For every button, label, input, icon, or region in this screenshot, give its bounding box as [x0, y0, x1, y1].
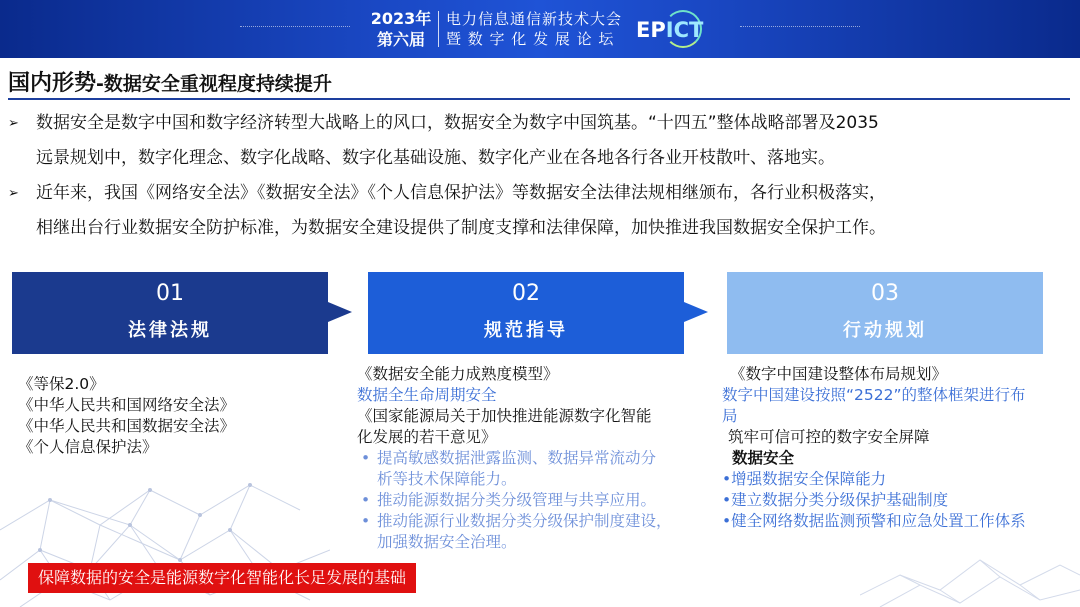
step-number: 03: [871, 281, 899, 306]
header-banner: [0, 0, 1080, 58]
step-name: 法律法规: [128, 320, 212, 341]
list-item: • 推动能源行业数据分类分级保护制度建设， 加强数据安全治理。: [361, 512, 672, 551]
list-item: 数据全生命周期安全: [357, 386, 497, 404]
list-item: • 提高敏感数据泄露监测、数据异常流动分 析等技术保障能力。: [361, 449, 657, 488]
page-title-sub: -数据安全重视程度持续提升: [96, 73, 332, 95]
bullet-dot-icon: •: [361, 449, 371, 467]
step-name: 行动规划: [843, 320, 927, 341]
epict-logo: [634, 8, 704, 50]
step-number: 02: [512, 281, 540, 306]
list-item: 《中华人民共和国网络安全法》: [18, 396, 236, 414]
laws-list: [18, 374, 235, 458]
list-item: 《国家能源局关于加快推进能源数字化智能: [357, 407, 652, 425]
step-box-laws: [12, 272, 328, 354]
conference-name-line2: 暨 数 字 化 发 展 论 坛: [446, 30, 615, 48]
logo-text-ict: ICT: [665, 18, 704, 42]
list-item: 《中华人民共和国数据安全法》: [18, 417, 236, 435]
bullet-text-line: 近年来，我国《网络安全法》《数据安全法》《个人信息保护法》等数据安全法律法规相继颁布，各行业积极落实，: [36, 183, 886, 203]
action-plan-list: [722, 364, 1026, 532]
step-box-guidance: [368, 272, 684, 354]
step-box-action-plan: [727, 272, 1043, 354]
list-item: •增强数据安全保障能力: [722, 470, 887, 488]
banner-dots-right: [740, 26, 860, 30]
key-message-callout: 保障数据的安全是能源数字化智能化长足发展的基础: [28, 563, 416, 593]
list-item: 《个人信息保护法》: [18, 438, 158, 456]
list-item: •建立数据分类分级保护基础制度: [722, 491, 949, 509]
conference-year: 2023年: [370, 9, 432, 28]
conference-name-line1: 电力信息通信新技术大会: [446, 10, 623, 28]
arrow-bullet-icon: ➢: [8, 186, 19, 201]
banner-dots-left: [240, 26, 350, 30]
conference-edition: [370, 8, 432, 50]
page-title-main: 国内形势: [8, 71, 97, 96]
step-name: 规范指导: [484, 320, 568, 341]
banner-divider: [438, 11, 439, 47]
logo-text-ep: EP: [636, 18, 666, 42]
list-item: 筑牢可信可控的数字安全屏障: [728, 428, 930, 446]
list-item: 《数字中国建设整体布局规划》: [730, 365, 948, 383]
bullet-dot-icon: •: [361, 491, 371, 509]
conference-edition-label: 第六届: [376, 30, 425, 49]
list-item: 《数据安全能力成熟度模型》: [357, 365, 559, 383]
list-item: • 推动能源数据分类分级管理与共享应用。: [361, 491, 657, 509]
list-item: 数字中国建设按照“2522”的整体框架进行布: [722, 386, 1026, 404]
step-number: 01: [156, 281, 184, 306]
bullet-paragraph: [8, 106, 879, 176]
list-item: 数据安全: [732, 449, 795, 467]
bullet-text-line: 数据安全是数字中国和数字经济转型大战略上的风口，数据安全为数字中国筑基。“十四五”整体战略部署及2035: [36, 113, 879, 133]
list-item: 局: [722, 407, 738, 425]
title-underline: [8, 98, 1070, 100]
bullet-text-line: 远景规划中，数字化理念、数字化战略、数字化基础设施、数字化产业在各地各行各业开枝散叶、落地实。: [36, 148, 835, 168]
step-arrow-icon: [684, 302, 708, 322]
guidance-list: [357, 364, 672, 553]
page-title: [8, 66, 332, 97]
step-arrow-icon: [328, 302, 352, 322]
list-item: •健全网络数据监测预警和应急处置工作体系: [722, 512, 1026, 530]
list-item: 化发展的若干意见》: [357, 428, 497, 446]
bullet-dot-icon: •: [361, 512, 371, 530]
arrow-bullet-icon: ➢: [8, 116, 19, 131]
conference-name: [446, 9, 622, 49]
bullet-paragraph: [8, 176, 886, 246]
list-item: 《等保2.0》: [18, 375, 105, 393]
bullet-text-line: 相继出台行业数据安全防护标准，为数据安全建设提供了制度支撑和法律保障，加快推进我国数据安全保护工作。: [36, 218, 886, 238]
